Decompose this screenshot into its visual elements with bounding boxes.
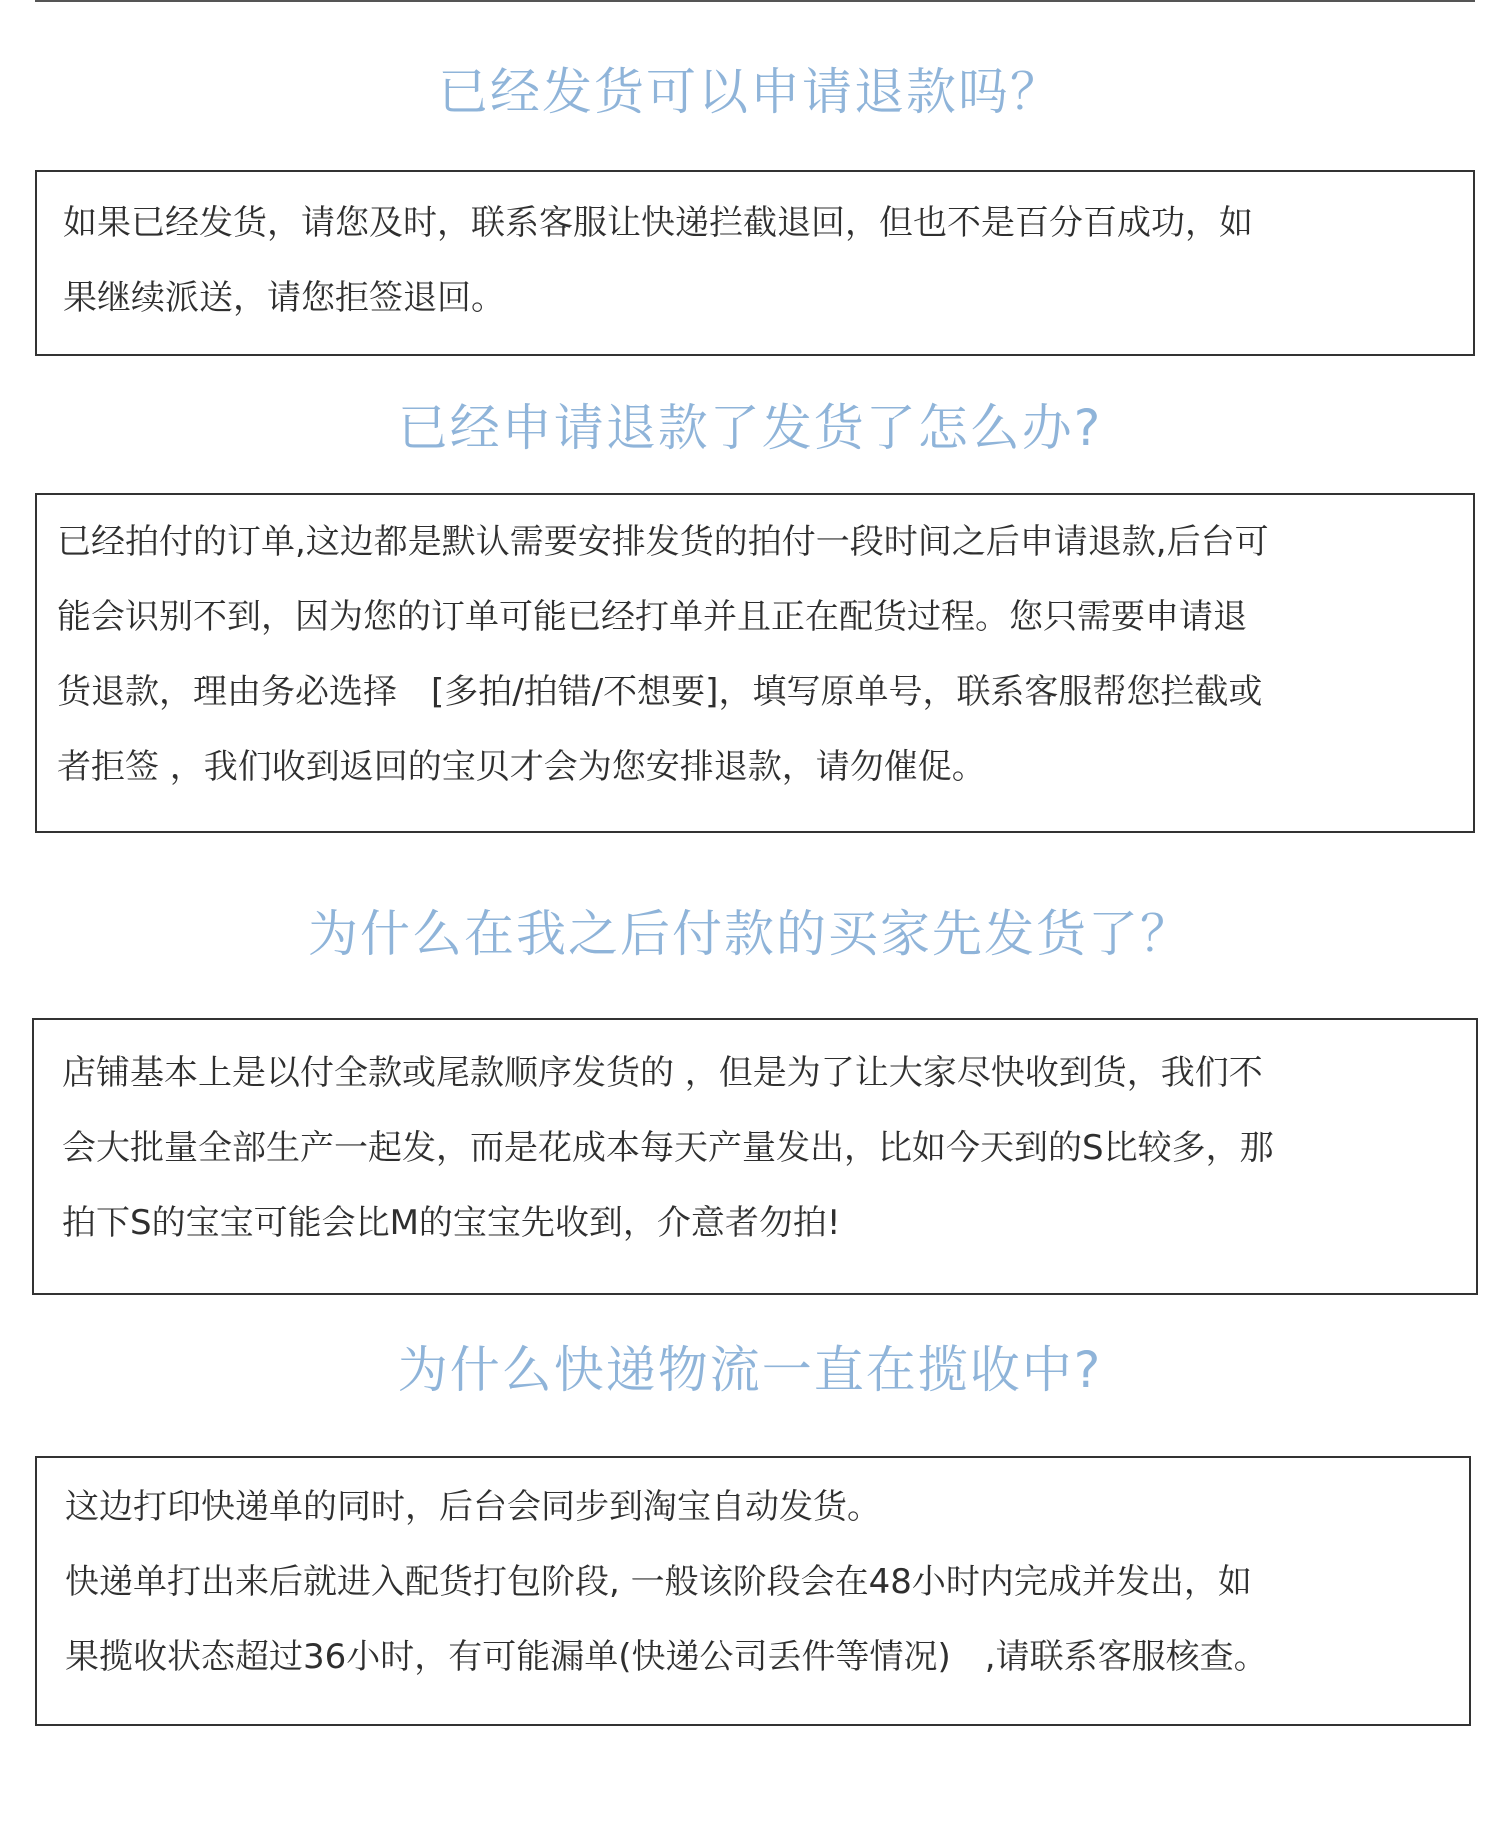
faq-answer-line: 货退款，理由务必选择 [多拍/拍错/不想要]，填写原单号，联系客服帮您拦截或 (57, 672, 1263, 712)
faq-answer-line: 已经拍付的订单,这边都是默认需要安排发货的拍付一段时间之后申请退款,后台可 (57, 522, 1269, 562)
faq-answer-line: 这边打印快递单的同时，后台会同步到淘宝自动发货。 (65, 1487, 881, 1527)
faq-answer-3 (62, 1036, 1446, 1261)
faq-answer-line: 果揽收状态超过36小时，有可能漏单(快递公司丢件等情况) ,请联系客服核查。 (65, 1637, 1268, 1677)
faq-answer-line: 果继续派送，请您拒签退回。 (63, 278, 505, 318)
faq-question-2: 已经申请退款了发货了怎么办? (397, 399, 1103, 457)
faq-question-3: 为什么在我之后付款的买家先发货了？ (308, 905, 1192, 963)
faq-answer-line: 拍下S的宝宝可能会比M的宝宝先收到，介意者勿拍! (62, 1203, 841, 1243)
faq-question-1: 已经发货可以申请退款吗？ (438, 63, 1062, 121)
faq-question-4: 为什么快递物流一直在揽收中? (397, 1341, 1103, 1399)
top-divider (35, 0, 1475, 2)
faq-answer-2 (57, 505, 1443, 805)
faq-answer-box-2 (35, 493, 1475, 833)
faq-answer-box-3 (32, 1018, 1478, 1295)
faq-answer-box-4 (35, 1456, 1471, 1726)
faq-answer-line: 店铺基本上是以付全款或尾款顺序发货的 ，但是为了让大家尽快收到货，我们不 (62, 1053, 1263, 1093)
faq-answer-line: 能会识别不到，因为您的订单可能已经打单并且正在配货过程。您只需要申请退 (57, 597, 1247, 637)
faq-answer-4 (65, 1470, 1439, 1695)
faq-answer-line: 者拒签 ，我们收到返回的宝贝才会为您安排退款，请勿催促。 (57, 747, 986, 787)
faq-answer-box-1 (35, 170, 1475, 356)
faq-answer-line: 如果已经发货，请您及时，联系客服让快递拦截退回，但也不是百分百成功，如 (63, 203, 1253, 243)
faq-answer-line: 快递单打出来后就进入配货打包阶段, 一般该阶段会在48小时内完成并发出，如 (65, 1562, 1252, 1602)
faq-answer-1 (63, 186, 1443, 336)
faq-answer-line: 会大批量全部生产一起发，而是花成本每天产量发出，比如今天到的S比较多，那 (62, 1128, 1274, 1168)
